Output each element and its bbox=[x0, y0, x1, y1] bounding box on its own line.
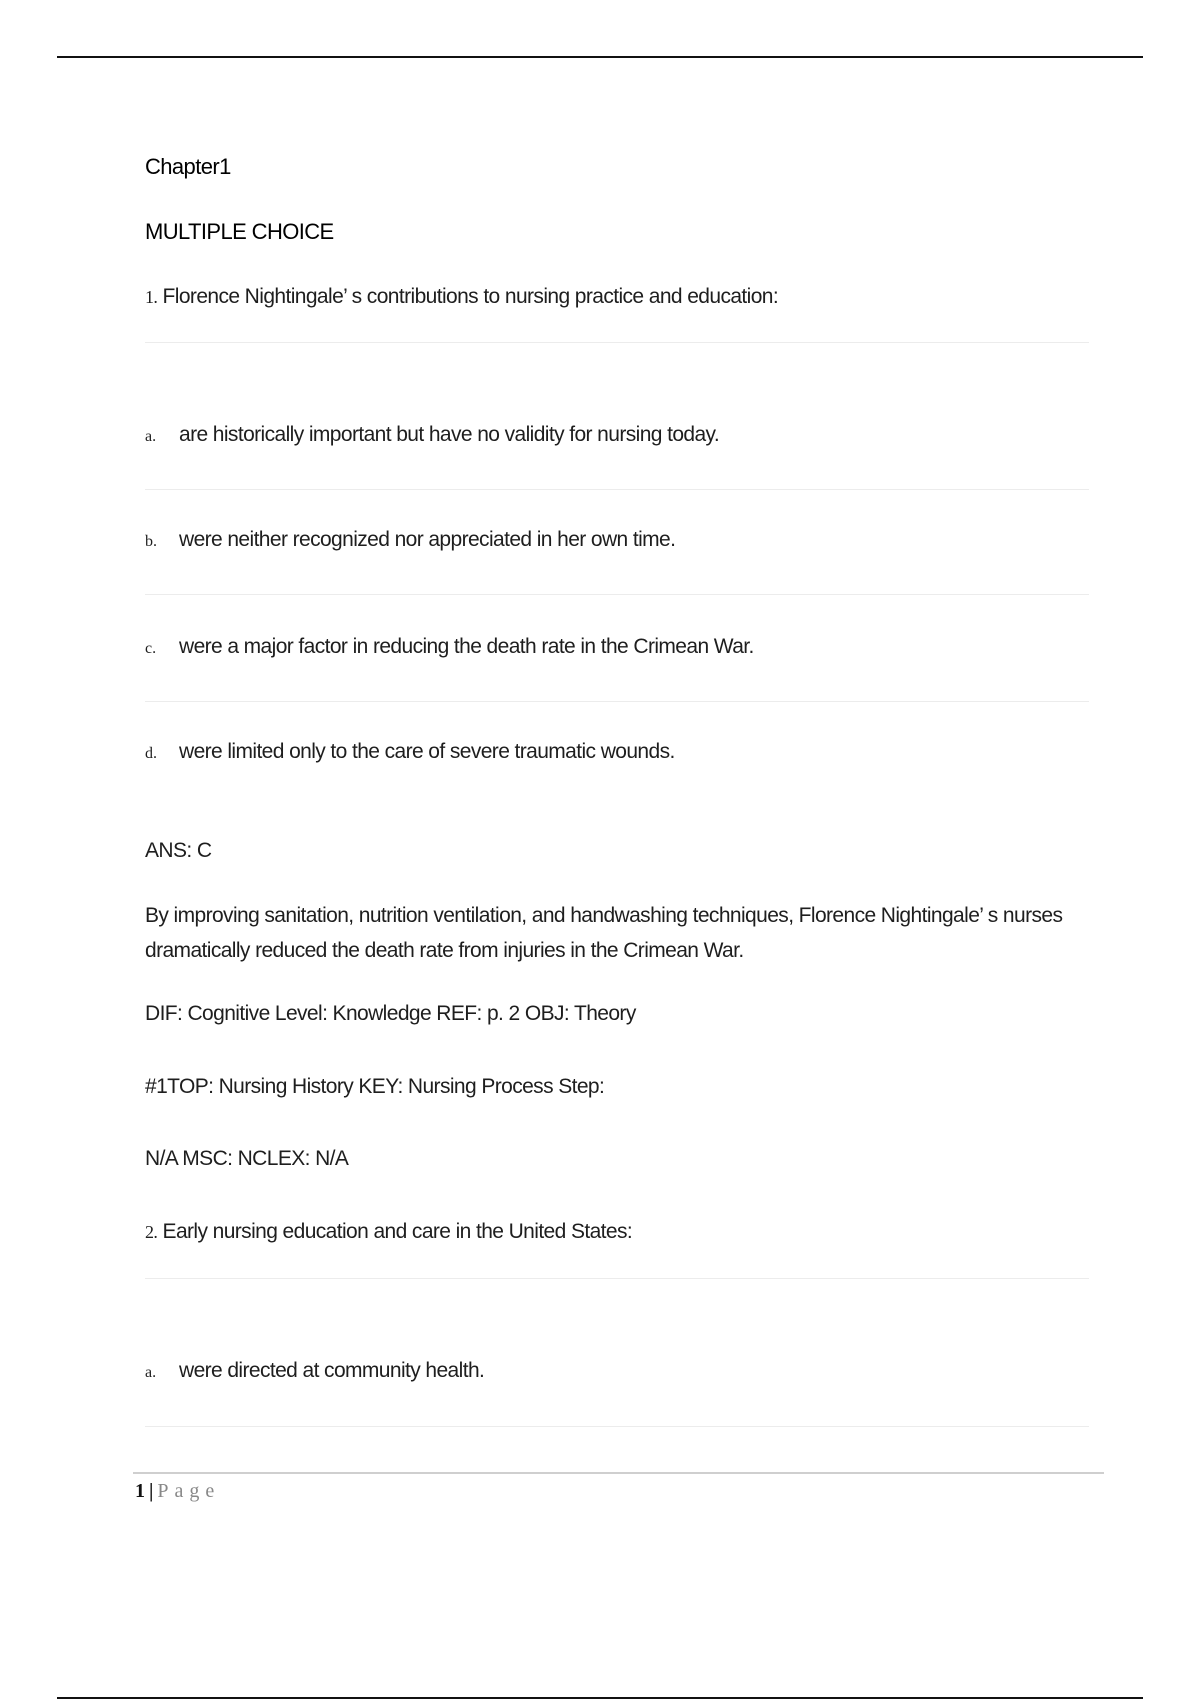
meta-line-3: N/A MSC: NCLEX: N/A bbox=[145, 1147, 349, 1170]
question-number: 2. bbox=[145, 1222, 158, 1242]
question-text: Florence Nightingale’ s contributions to nursing practice and education: bbox=[157, 285, 779, 308]
divider bbox=[145, 1426, 1089, 1427]
page-number: 1 bbox=[135, 1480, 145, 1502]
footer-rule bbox=[133, 1472, 1104, 1474]
divider bbox=[145, 489, 1089, 490]
option-text-c: were a major factor in reducing the death rate in the Crimean War. bbox=[179, 635, 754, 658]
divider bbox=[145, 342, 1089, 343]
meta-line-2: #1TOP: Nursing History KEY: Nursing Process Step: bbox=[145, 1075, 605, 1098]
option-letter-a: a. bbox=[145, 1364, 157, 1381]
question-1-stem bbox=[145, 280, 778, 314]
divider bbox=[145, 594, 1089, 595]
page-label: Page bbox=[157, 1480, 221, 1502]
question-2-stem bbox=[145, 1215, 632, 1249]
question-text: Early nursing education and care in the United States: bbox=[157, 1220, 633, 1243]
divider bbox=[145, 1278, 1089, 1279]
option-letter-c: c. bbox=[145, 640, 157, 657]
meta-line-1: DIF: Cognitive Level: Knowledge REF: p. 2 OBJ: Theory bbox=[145, 1002, 636, 1025]
option-text-a: were directed at community health. bbox=[179, 1359, 485, 1382]
page-footer bbox=[135, 1476, 220, 1506]
answer-line: ANS: C bbox=[145, 839, 212, 862]
option-letter-a: a. bbox=[145, 428, 157, 445]
question-number: 1. bbox=[145, 287, 158, 307]
option-text-a: are historically important but have no validity for nursing today. bbox=[179, 423, 720, 446]
option-letter-d: d. bbox=[145, 745, 157, 762]
bottom-rule bbox=[57, 1697, 1143, 1699]
divider bbox=[145, 701, 1089, 702]
footer-separator: | bbox=[149, 1480, 154, 1502]
section-heading: MULTIPLE CHOICE bbox=[145, 219, 334, 244]
option-text-b: were neither recognized nor appreciated in her own time. bbox=[179, 528, 676, 551]
rationale: By improving sanitation, nutrition ventilation, and handwashing techniques, Florence Nightingale’ s nurses dramatically reduced the death rate from injuries in the Crimean War. bbox=[145, 904, 1063, 962]
chapter-title: Chapter1 bbox=[145, 154, 231, 179]
option-text-d: were limited only to the care of severe traumatic wounds. bbox=[179, 740, 675, 763]
option-letter-b: b. bbox=[145, 533, 157, 550]
top-rule bbox=[57, 56, 1143, 58]
